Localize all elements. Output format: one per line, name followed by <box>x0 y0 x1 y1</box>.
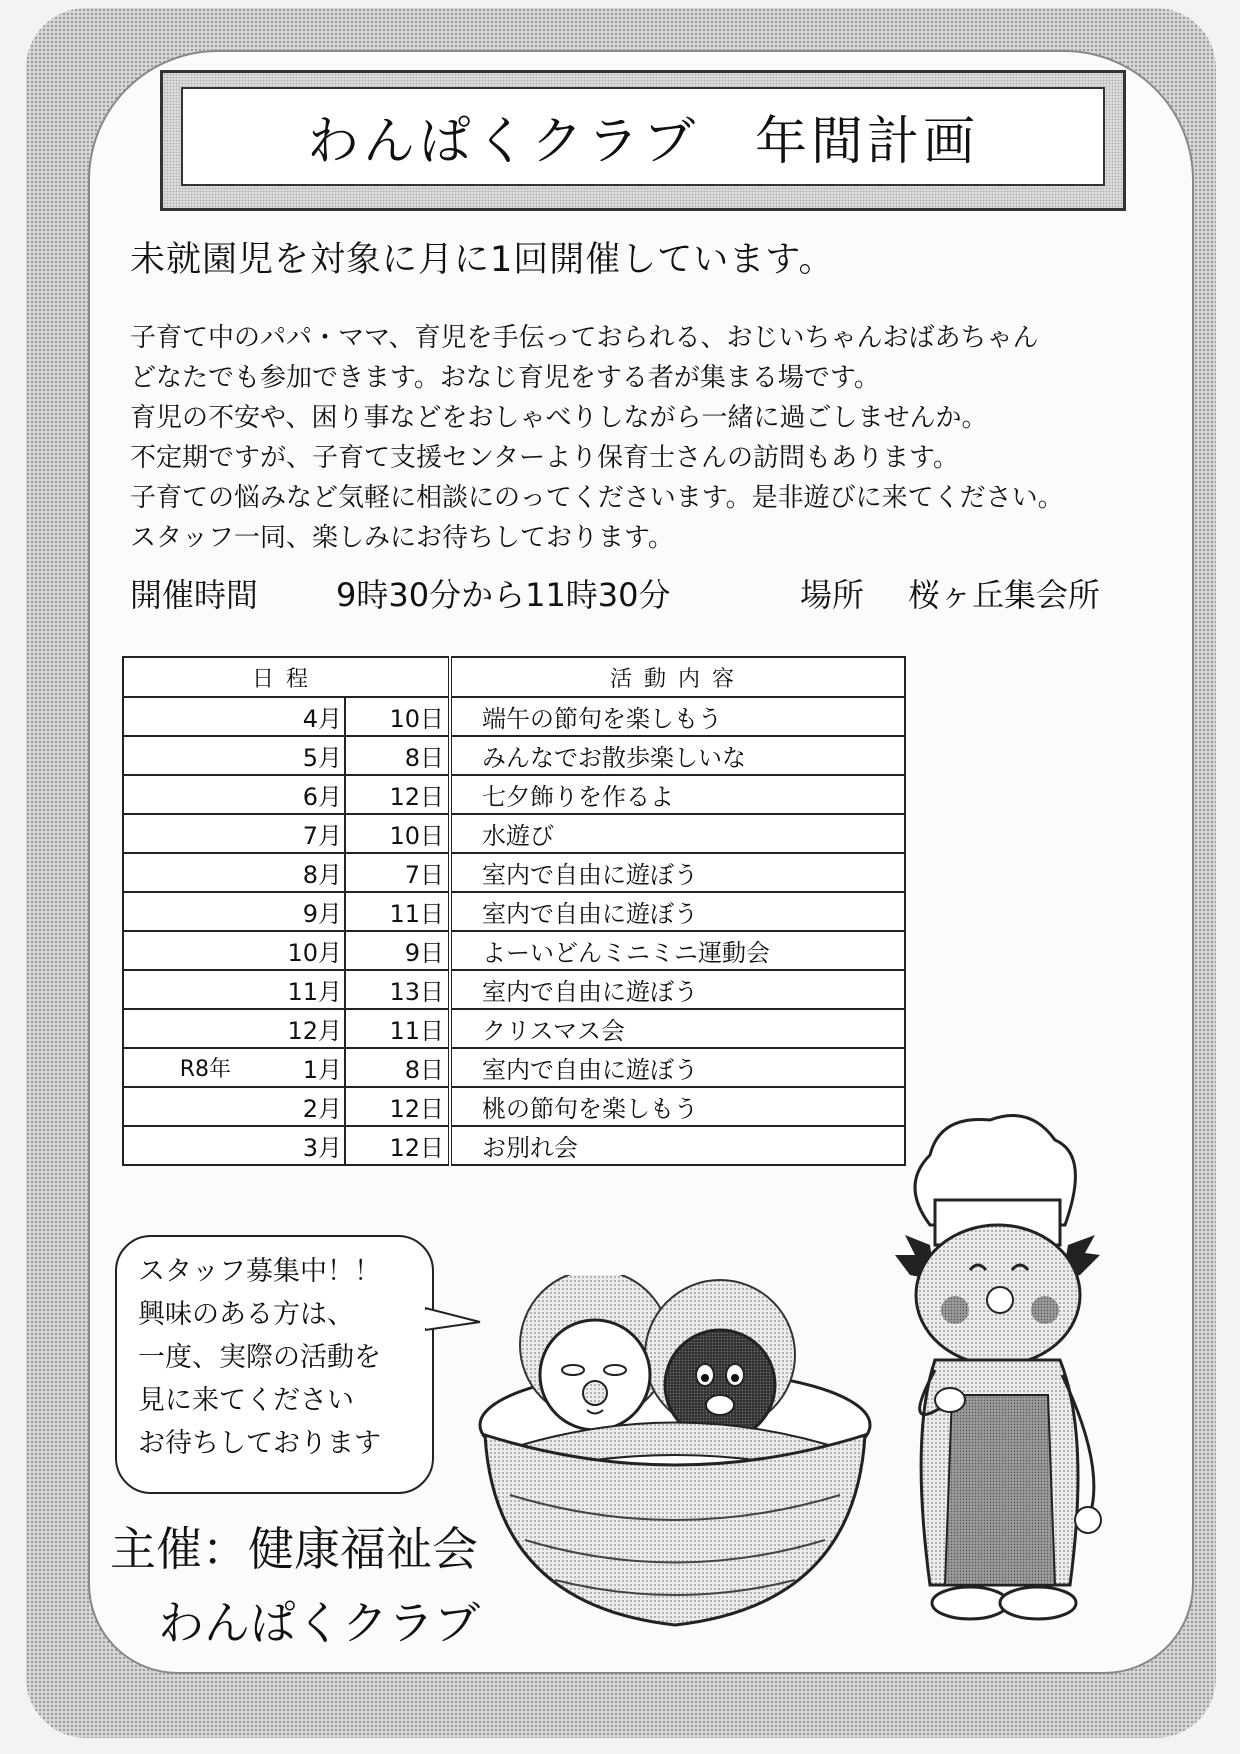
table-row <box>123 853 905 892</box>
table-row <box>123 775 905 814</box>
day-cell: 12日 <box>345 775 450 814</box>
activity-cell: 七夕飾りを作るよ <box>450 775 905 814</box>
place-value: 桜ヶ丘集会所 <box>908 576 1101 614</box>
description-line: 育児の不安や、困り事などをおしゃべりしながら一緒に過ごしませんか。 <box>130 403 988 433</box>
day-cell: 12日 <box>345 1126 450 1165</box>
day-cell: 12日 <box>345 1087 450 1126</box>
activity-cell: クリスマス会 <box>450 1009 905 1048</box>
month-cell: 5月 <box>233 736 345 775</box>
month-cell: 7月 <box>233 814 345 853</box>
year-cell <box>123 892 233 931</box>
table-row <box>123 970 905 1009</box>
table-row <box>123 814 905 853</box>
description-line: スタッフ一同、楽しみにお待ちしております。 <box>130 523 674 553</box>
day-cell: 13日 <box>345 970 450 1009</box>
activity-cell: 桃の節句を楽しもう <box>450 1087 905 1126</box>
activity-cell: 室内で自由に遊ぼう <box>450 853 905 892</box>
year-cell <box>123 697 233 736</box>
baker-character-illustration <box>890 1105 1115 1630</box>
year-cell <box>123 1126 233 1165</box>
description-line: 子育ての悩みなど気軽に相談にのってくださいます。是非遊びに来てください。 <box>130 483 1064 513</box>
month-cell: 8月 <box>233 853 345 892</box>
bubble-line: 見に来てください <box>138 1385 354 1416</box>
month-cell: 1月 <box>233 1048 345 1087</box>
month-cell: 9月 <box>233 892 345 931</box>
activity-cell: 室内で自由に遊ぼう <box>450 892 905 931</box>
description-line: 不定期ですが、子育て支援センターより保育士さんの訪問もあります。 <box>130 443 959 473</box>
schedule-table <box>122 656 906 1166</box>
month-cell: 6月 <box>233 775 345 814</box>
month-cell: 3月 <box>233 1126 345 1165</box>
header-activity: 活動内容 <box>450 657 905 697</box>
place-label: 場所 <box>800 576 865 614</box>
hours-time: 9時30分から11時30分 <box>336 576 671 614</box>
table-row <box>123 931 905 970</box>
day-cell: 10日 <box>345 814 450 853</box>
bubble-line: お待ちしております <box>138 1428 381 1459</box>
description-line: どなたでも参加できます。おなじ育児をする者が集まる場です。 <box>130 363 880 393</box>
month-cell: 12月 <box>233 1009 345 1048</box>
lead-text: 未就園児を対象に月に1回開催しています。 <box>130 240 835 280</box>
day-cell: 8日 <box>345 736 450 775</box>
activity-cell: 室内で自由に遊ぼう <box>450 1048 905 1087</box>
year-cell <box>123 736 233 775</box>
title-banner <box>160 70 1126 211</box>
year-cell <box>123 814 233 853</box>
table-header-row <box>123 657 905 697</box>
month-cell: 11月 <box>233 970 345 1009</box>
table-row <box>123 1126 905 1165</box>
header-schedule: 日程 <box>123 657 450 697</box>
bread-basket-illustration <box>465 1275 885 1650</box>
year-cell <box>123 1009 233 1048</box>
day-cell: 11日 <box>345 892 450 931</box>
bubble-line: 一度、実際の活動を <box>138 1342 381 1373</box>
activity-cell: 室内で自由に遊ぼう <box>450 970 905 1009</box>
month-cell: 4月 <box>233 697 345 736</box>
day-cell: 9日 <box>345 931 450 970</box>
day-cell: 10日 <box>345 697 450 736</box>
description-line: 子育て中のパパ・ママ、育児を手伝っておられる、おじいちゃんおばあちゃん <box>130 323 1039 353</box>
bubble-line: スタッフ募集中！！ <box>138 1256 381 1287</box>
day-cell: 7日 <box>345 853 450 892</box>
hours-line <box>130 570 1170 616</box>
hours-label: 開催時間 <box>130 576 259 614</box>
table-row <box>123 1009 905 1048</box>
activity-cell: 端午の節句を楽しもう <box>450 697 905 736</box>
day-cell: 11日 <box>345 1009 450 1048</box>
year-cell <box>123 970 233 1009</box>
table-row <box>123 1048 905 1087</box>
activity-cell: 水遊び <box>450 814 905 853</box>
year-cell <box>123 931 233 970</box>
organizer-line: 主催：健康福祉会 <box>110 1522 478 1576</box>
table-row <box>123 892 905 931</box>
page-title: わんぱくクラブ 年間計画 <box>306 112 979 172</box>
month-cell: 10月 <box>233 931 345 970</box>
month-cell: 2月 <box>233 1087 345 1126</box>
activity-cell: みんなでお散歩楽しいな <box>450 736 905 775</box>
club-name: わんぱくクラブ <box>158 1596 480 1650</box>
year-cell <box>123 853 233 892</box>
table-row <box>123 736 905 775</box>
year-cell <box>123 1087 233 1126</box>
activity-cell: お別れ会 <box>450 1126 905 1165</box>
bubble-text <box>138 1250 428 1465</box>
year-cell <box>123 775 233 814</box>
day-cell: 8日 <box>345 1048 450 1087</box>
description <box>130 318 1170 558</box>
table-row <box>123 1087 905 1126</box>
activity-cell: よーいどんミニミニ運動会 <box>450 931 905 970</box>
year-cell: R8年 <box>123 1048 233 1087</box>
bubble-line: 興味のある方は、 <box>138 1299 354 1330</box>
table-row <box>123 697 905 736</box>
